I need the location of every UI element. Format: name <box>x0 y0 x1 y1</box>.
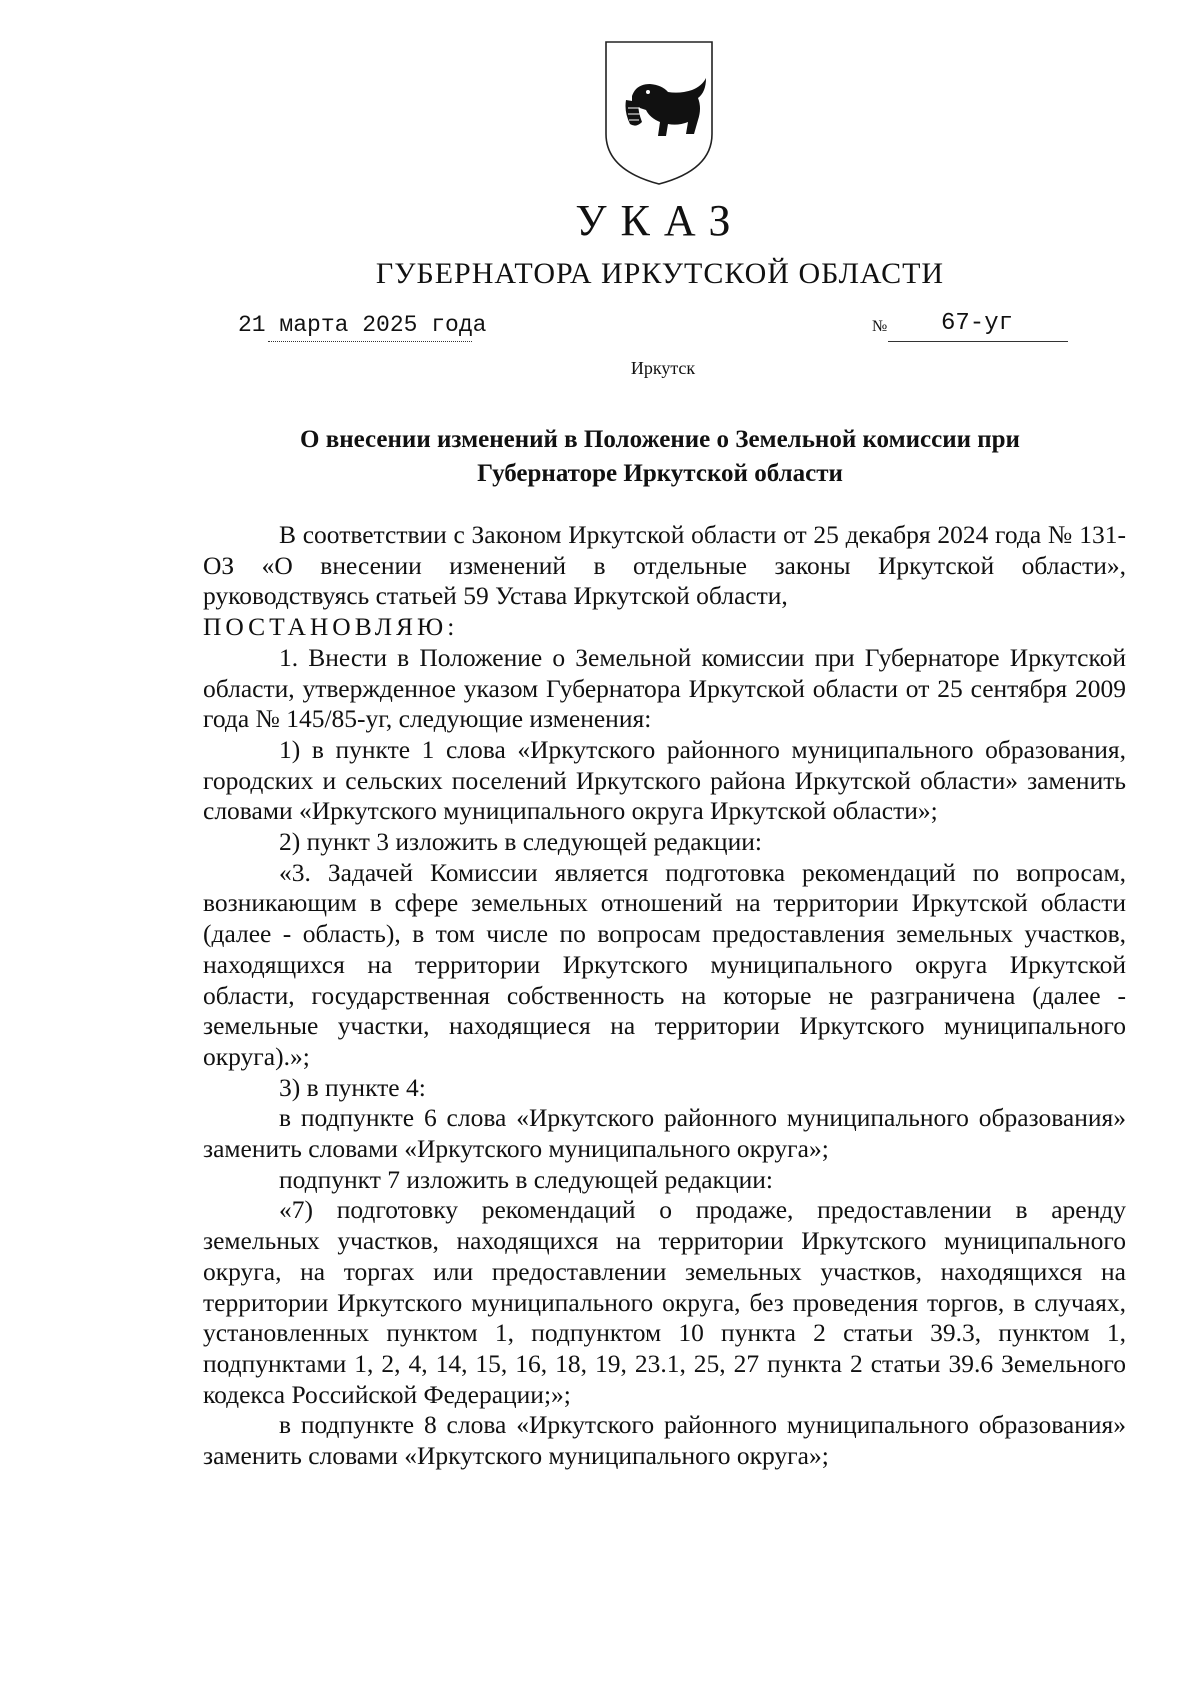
paragraph: в подпункте 8 слова «Иркутского районного муниципального образования» заменить словами «Иркутского муниципального округа»; <box>203 1410 1126 1471</box>
paragraph: 2) пункт 3 изложить в следующей редакции: <box>279 827 762 857</box>
heading-line: О внесении изменений в Положение о Земельной комиссии при <box>300 426 1020 453</box>
paragraph: в подпункте 6 слова «Иркутского районного муниципального образования» заменить словами «Иркутского муниципального округа»; <box>203 1103 1126 1164</box>
paragraph: «3. Задачей Комиссии является подготовка рекомендаций по вопросам, возникающим в сфере земельных отношений на территории Иркутской области (далее - область), в том числе по вопросам предоставления земельных участков, находящихся на территории Иркутского муниципального округа Иркутской области, государственная собственность на которые не разграничена (далее - земельные участки, находящиеся на территории Иркутского муниципального округа).»; <box>203 857 1126 1071</box>
document-number: 67-уг <box>941 310 1014 337</box>
number-underline <box>888 341 1068 342</box>
heading-line: Губернаторе Иркутской области <box>477 460 843 487</box>
coat-of-arms-icon <box>602 38 716 188</box>
paragraph: В соответствии с Законом Иркутской области от 25 декабря 2024 года № 131-ОЗ «О внесении изменений в отдельные законы Иркутской области», руководствуясь статьей 59 Устава Иркутской области, <box>203 520 1126 611</box>
document-heading <box>200 423 1120 491</box>
document-body <box>203 520 1126 1472</box>
paragraph: 3) в пункте 4: <box>279 1072 426 1102</box>
paragraph-decree: ПОСТАНОВЛЯЮ: <box>203 612 459 642</box>
paragraph: подпункт 7 изложить в следующей редакции: <box>279 1164 773 1194</box>
document-title: УКАЗ <box>575 196 745 245</box>
paragraph: 1. Внести в Положение о Земельной комиссии при Губернаторе Иркутской области, утвержденное указом Губернатора Иркутской области от 25 сентября 2009 года № 145/85-уг, следующие изменения: <box>203 642 1126 734</box>
paragraph: 1) в пункте 1 слова «Иркутского районного муниципального образования, городских и сельских поселений Иркутского района Иркутской области» заменить словами «Иркутского муниципального округа Иркутской области»; <box>203 734 1126 826</box>
date-underline <box>268 341 472 342</box>
document-city: Иркутск <box>630 358 696 378</box>
paragraph: «7) подготовку рекомендаций о продаже, предоставлении в аренду земельных участков, находящихся на территории Иркутского муниципального округа, на торгах или предоставлении земельных участков, находящихся на территории Иркутского муниципального округа, без проведения торгов, в случаях, установленных пунктом 1, подпунктом 10 пункта 2 статьи 39.3, пунктом 1, подпунктами 1, 2, 4, 14, 15, 16, 18, 19, 23.1, 25, 27 пункта 2 статьи 39.6 Земельного кодекса Российской Федерации;»; <box>203 1195 1126 1409</box>
document-subtitle: ГУБЕРНАТОРА ИРКУТСКОЙ ОБЛАСТИ <box>375 257 945 290</box>
document-date: 21 марта 2025 года <box>238 312 487 338</box>
number-sign: № <box>872 318 888 335</box>
